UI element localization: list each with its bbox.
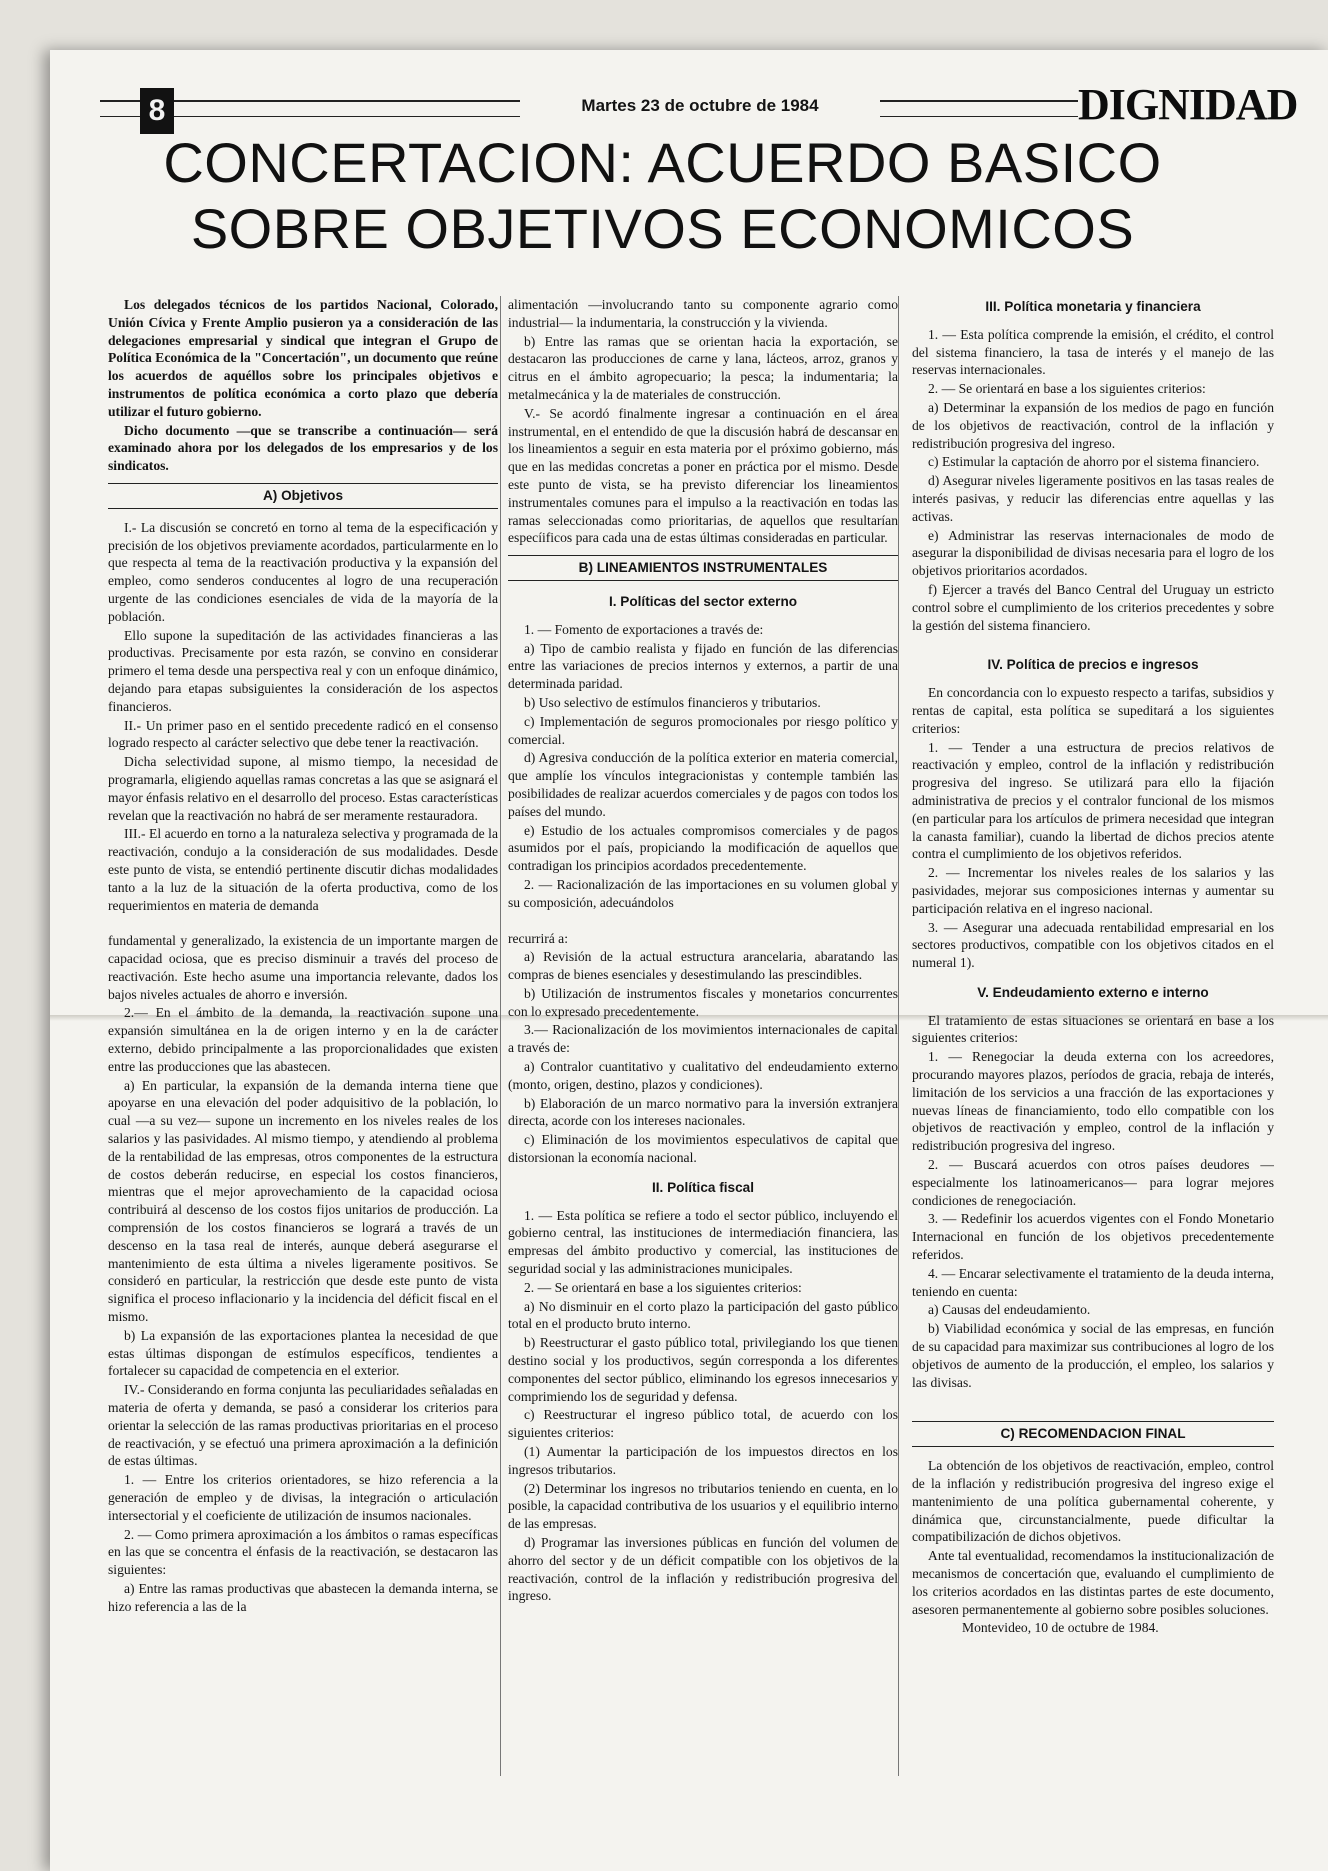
- paragraph: b) La expansión de las exportaciones plantea la necesidad de que estas últimas dispongan de estímulos específicos, tendientes a fortalecer su capacidad de competencia en el exterior.: [108, 1327, 498, 1379]
- paragraph: Dicha selectividad supone, al mismo tiempo, la necesidad de programarla, eligiendo aquellas ramas concretas a las que se asignará el mayor énfasis relativo en el desarrollo del proceso. Estas características revelan que la reactivación no habrá de ser meramente restauradora.: [108, 754, 498, 823]
- article-column-2: [508, 296, 898, 1796]
- paragraph: a) Revisión de la actual estructura arancelaria, abaratando las compras de bienes esenciales y desestimulando las prescindibles.: [508, 949, 898, 983]
- subheading-politica-monetaria: III. Política monetaria y financiera: [985, 299, 1201, 314]
- paragraph: b) Viabilidad económica y social de las empresas, en función de su capacidad para maximizar sus contribuciones al logro de los objetivos de aumento de la producción, el empleo, los salarios y las divisas.: [912, 1321, 1274, 1390]
- paragraph: b) Entre las ramas que se orientan hacia la exportación, se destacaron las producciones de carne y lana, lácteos, arroz, granos y citrus en el ámbito agropecuario; la pesca; la indumentaria; la metalmecánica y la de materiales de construcción.: [508, 333, 898, 402]
- paragraph: I.- La discusión se concretó en torno al tema de la especificación y precisión de los objetivos previamente acordados, particularmente en lo que respecta al tema de la reactivación productiva y la expansión del empleo, como senderos conducentes al logro de una recuperación urgente de las condiciones esenciales de vida de la mayoría de la población.: [108, 519, 498, 624]
- paragraph: 2. — Racionalización de las importaciones en su volumen global y su composición, adecuándolos: [508, 876, 898, 910]
- paragraph: 2. — Incrementar los niveles reales de los salarios y las pasividades, mejorar sus composiciones internas y aumentar su participación relativa en el ingreso nacional.: [912, 865, 1274, 916]
- paragraph: b) Elaboración de un marco normativo para la inversión extranjera directa, acorde con los intereses nacionales.: [508, 1095, 898, 1129]
- paragraph: a) No disminuir en el corto plazo la participación del gasto público total en el producto bruto interno.: [508, 1298, 898, 1332]
- paragraph: a) Entre las ramas productivas que abastecen la demanda interna, se hizo referencia a las de la: [108, 1580, 498, 1614]
- paragraph: El tratamiento de estas situaciones se orientará en base a los siguientes criterios:: [912, 1012, 1274, 1046]
- subheading-politica-fiscal: II. Política fiscal: [652, 1179, 754, 1195]
- paragraph: f) Ejercer a través del Banco Central del Uruguay un estricto control sobre el cumplimiento de los criterios precedentes y sobre la gestión del sistema financiero.: [912, 581, 1274, 633]
- paragraph: c) Eliminación de los movimientos especulativos de capital que distorsionan la economía nacional.: [508, 1132, 898, 1166]
- paragraph: d) Asegurar niveles ligeramente positivos en las tasas reales de interés pasivas, y reducir las diferencias entre aquellas y las activas.: [912, 473, 1274, 524]
- paragraph: recurrirá a:: [508, 930, 568, 946]
- paragraph: 1. — Tender a una estructura de precios relativos de reactivación y empleo, control de la inflación y redistribución progresiva del ingreso. Se utilizará para ello la fijación administrativa de precios y el contralor funcional de los mismos (en particular para los artículos de primera necesidad que integran la canasta familiar), cuando la libertad de dichos precios atente contra el cumplimiento de los objetivos referidos.: [912, 739, 1274, 862]
- paragraph: Los delegados técnicos de los partidos Nacional, Colorado, Unión Cívica y Frente Amplio pusieron ya a consideración de las delegaciones empresarial y sindical que integran el Grupo de Política Económica de la "Concertación", un documento que reúne los acuerdos de aquéllos sobre los principales objetivos e instrumentos de política económica a corto plazo que debería utilizar el futuro gobierno.: [108, 297, 498, 419]
- paragraph: (2) Determinar los ingresos no tributarios teniendo en cuenta, en lo posible, la capacidad contributiva de los usuarios y el equilibrio interno de las empresas.: [508, 1480, 898, 1532]
- paragraph: c) Implementación de seguros promocionales por riesgo político y comercial.: [508, 713, 898, 747]
- paragraph: a) Tipo de cambio realista y fijado en función de las diferencias entre las variaciones de precios internos y externos, a partir de una determinada paridad.: [508, 640, 898, 692]
- paragraph: d) Programar las inversiones públicas en función del volumen de ahorro del sector y de un déficit compatible con los objetivos de la reactivación, control de la inflación y redistribución progresiva del ingreso.: [508, 1535, 898, 1604]
- subheading-endeudamiento: V. Endeudamiento externo e interno: [977, 984, 1209, 1000]
- paragraph: a) En particular, la expansión de la demanda interna tiene que apoyarse en una elevación del poder adquisitivo de la población, lo cual —a su vez— supone un incremento en los niveles reales de los salarios y las pasividades. Al mismo tiempo, y atendiendo al problema de la rentabilidad de las empresas, otros componentes de la estructura de costos deberán reducirse, en especial los costos financieros, mientras que el mejor aprovechamiento de la capacidad ociosa contribuirá al descenso de los costos fijos unitarios de producción. La comprensión de los costos financieros se logrará a través de un descenso en la tasa real de interés, aunque deberá asegurarse el mantenimiento de esta última a niveles ligeramente positivos. Se consideró en particular, la restricción que desde este punto de vista significa el proceso inflacionario y la incidencia del déficit fiscal en el mismo.: [108, 1077, 498, 1325]
- paragraph: alimentación —involucrando tanto su componente agrario como industrial— la indumentaria, la construcción y la vivienda.: [508, 297, 898, 330]
- paragraph: b) Utilización de instrumentos fiscales y monetarios concurrentes con lo expresado precedentemente.: [508, 985, 898, 1019]
- paragraph: 1. — Esta política comprende la emisión, el crédito, el control del sistema financiero, la tasa de interés y el manejo de las reservas internacionales.: [912, 326, 1274, 378]
- paragraph: La obtención de los objetivos de reactivación, empleo, control de la inflación y redistribución progresiva del ingreso exige el mantenimiento de una política gubernamental coherente, y dinámica que, circunstancialmente, puede dificultar la compatibilización de dichos objetivos.: [912, 1458, 1274, 1545]
- paragraph: d) Agresiva conducción de la política exterior en materia comercial, que amplíe los vínculos integracionistas y contemple también las posibilidades de realizar acuerdos comerciales y de pagos con todos los países del mundo.: [508, 750, 898, 819]
- masthead-logo: DIGNIDAD: [1078, 80, 1298, 129]
- paragraph: (1) Aumentar la participación de los impuestos directos en los ingresos tributarios.: [508, 1444, 898, 1477]
- paragraph: Dicho documento —que se transcribe a continuación— será examinado ahora por los delegados de los empresarios y de los sindicatos.: [108, 422, 498, 474]
- subheading-sector-externo: I. Políticas del sector externo: [608, 593, 798, 609]
- subheading-precios-ingresos: IV. Política de precios e ingresos: [987, 657, 1199, 673]
- section-heading-lineamientos: B) LINEAMIENTOS INSTRUMENTALES: [508, 555, 898, 581]
- paragraph: II.- Un primer paso en el sentido precedente radicó en el consenso logrado respecto al carácter selectivo que debe tener la reactivación.: [108, 717, 498, 751]
- headline-line-1: CONCERTACION: ACUERDO BASICO: [163, 131, 1162, 194]
- paragraph: 2.— En el ámbito de la demanda, la reactivación supone una expansión simultánea en la de origen interno y en la de carácter externo, debido principalmente a las proporcionalidades que existen entre las producciones que las abastecen.: [108, 1005, 498, 1074]
- paragraph: 1. — Esta política se refiere a todo el sector público, incluyendo el gobierno central, las instituciones de intermediación financiera, las empresas del ámbito productivo y comercial, las instituciones de seguridad social y las administraciones municipales.: [508, 1207, 898, 1277]
- headline-line-2: SOBRE OBJETIVOS ECONOMICOS: [190, 197, 1135, 260]
- paragraph: b) Reestructurar el gasto público total, privilegiando los que tienen destino social y los productivos, según corresponda a los diferentes componentes del sector público, eliminando los egresos innecesarios y comprimiendo los de seguridad y defensa.: [508, 1335, 898, 1404]
- paragraph: 2. — Se orientará en base a los siguientes criterios:: [524, 1279, 802, 1295]
- paragraph: b) Uso selectivo de estímulos financieros y tributarios.: [524, 694, 821, 710]
- paragraph: 3. — Redefinir los acuerdos vigentes con el Fondo Monetario Internacional en función de los objetivos precedentemente referidos.: [912, 1211, 1274, 1263]
- paragraph: 1. — Renegociar la deuda externa con los acreedores, procurando mayores plazos, períodos de gracia, rebaja de interés, limitación de los servicios a una fracción de las exportaciones y nuevas líneas de financiamiento, todo ello compatible con los objetivos de reactivación y empleo, control de la inflación y redistribución progresiva del ingreso.: [912, 1049, 1274, 1154]
- paragraph: 1. — Entre los criterios orientadores, se hizo referencia a la generación de empleo y de divisas, la integración o articulación intersectorial y el coeficiente de utilización de insumos nacionales.: [108, 1472, 498, 1523]
- section-heading-objetivos: A) Objetivos: [108, 483, 498, 509]
- paragraph: fundamental y generalizado, la existencia de un importante margen de capacidad ociosa, que es preciso disminuir a través del proceso de reactivación. Este hecho asume una importancia relevante, dados los bajos niveles actuales de ahorro e inversión.: [108, 933, 498, 1002]
- paragraph: a) Determinar la expansión de los medios de pago en función de los objetivos de reactivación, control de la inflación y redistribución progresiva del ingreso.: [912, 399, 1274, 451]
- dateline: Martes 23 de octubre de 1984: [520, 94, 880, 118]
- paragraph: 2. — Como primera aproximación a los ámbitos o ramas específicas en las que se concentra el énfasis de la reactivación, se destacaron las siguientes:: [108, 1526, 498, 1578]
- paragraph: V.- Se acordó finalmente ingresar a continuación en el área instrumental, en el entendido de que la discusión habrá de descansar en los lineamientos a seguir en esta materia por el próximo gobierno, más que en las medidas concretas a poner en práctica por el mismo. Desde este punto de vista, se ha previsto diferenciar los lineamientos instrumentales comunes para el impulso a la reactivación en todas las ramas seleccionadas como prioritarias, de aquellos que resultarían especíificos para cada una de estas últimas consideradas en particular.: [508, 405, 898, 546]
- paragraph: a) Causas del endeudamiento.: [928, 1302, 1091, 1318]
- paragraph: Ello supone la supeditación de las actividades financieras a las productivas. Precisamente por esta razón, se convino en considerar primero el tema desde una perspectiva real y con un enfoque dinámico, dejando para etapas subsiguientes la consideración de los aspectos financieros.: [108, 627, 498, 714]
- paragraph: 3.— Racionalización de los movimientos internacionales de capital a través de:: [508, 1022, 898, 1056]
- paragraph: 1. — Fomento de exportaciones a través de:: [524, 621, 764, 637]
- section-heading-recomendacion: C) RECOMENDACION FINAL: [912, 1421, 1274, 1447]
- paragraph: 3. — Asegurar una adecuada rentabilidad empresarial en los sectores productivos, compatible con los objetivos citados en el numeral 1).: [912, 919, 1274, 971]
- article-column-1: [108, 296, 498, 1796]
- paragraph: c) Reestructurar el ingreso público total, de acuerdo con los siguientes criterios:: [508, 1407, 898, 1441]
- paragraph: a) Contralor cuantitativo y cualitativo del endeudamiento externo (monto, origen, destino, plazos y condiciones).: [508, 1059, 898, 1092]
- article-column-3: [912, 296, 1274, 1796]
- paragraph: Ante tal eventualidad, recomendamos la institucionalización de mecanismos de concertación que, evaluando el cumplimiento de los criterios acordados en las distintas partes de este documento, asesoren permanentemente al gobierno sobre posibles soluciones.: [912, 1548, 1274, 1617]
- paragraph: e) Estudio de los actuales compromisos comerciales y de pagos asumidos por el país, propiciando la modificación de aquellos que contradigan los principios acordados precedentemente.: [508, 822, 898, 874]
- headline: [100, 130, 1225, 262]
- page-number: 8: [140, 88, 174, 134]
- column-divider: [500, 296, 501, 1776]
- column-divider: [898, 296, 899, 1776]
- signoff-date: Montevideo, 10 de octubre de 1984.: [962, 1620, 1159, 1636]
- paragraph: IV.- Considerando en forma conjunta las peculiaridades señaladas en materia de oferta y demanda, se pasó a considerar los criterios para orientar la selección de las ramas productivas prioritarias en el proceso de reactivación, y se efectuó una primera aproximación a la definición de estas últimas.: [108, 1382, 498, 1469]
- paragraph: En concordancia con lo expuesto respecto a tarifas, subsidios y rentas de capital, esta política se supeditará a los siguientes criterios:: [912, 685, 1274, 736]
- paragraph: 2. — Buscará acuerdos con otros países deudores —especialmente los latinoamericanos— para lograr mejores condiciones de renegociación.: [912, 1157, 1274, 1208]
- paragraph: 4. — Encarar selectivamente el tratamiento de la deuda interna, teniendo en cuenta:: [912, 1265, 1274, 1299]
- paragraph: III.- El acuerdo en torno a la naturaleza selectiva y programada de la reactivación, condujo a la consideración de sus modalidades. Desde este punto de vista, se entendió pertinente discutir dichas modalidades tanto a la luz de la situación de la oferta productiva, como de los requerimientos en materia de demanda: [108, 826, 498, 913]
- paragraph: c) Estimular la captación de ahorro por el sistema financiero.: [928, 454, 1260, 470]
- paragraph: 2. — Se orientará en base a los siguientes criterios:: [928, 381, 1206, 397]
- paragraph: e) Administrar las reservas internacionales de modo de asegurar la disponibilidad de divisas necesaria para el logro de los objetivos prioritarios acordados.: [912, 527, 1274, 579]
